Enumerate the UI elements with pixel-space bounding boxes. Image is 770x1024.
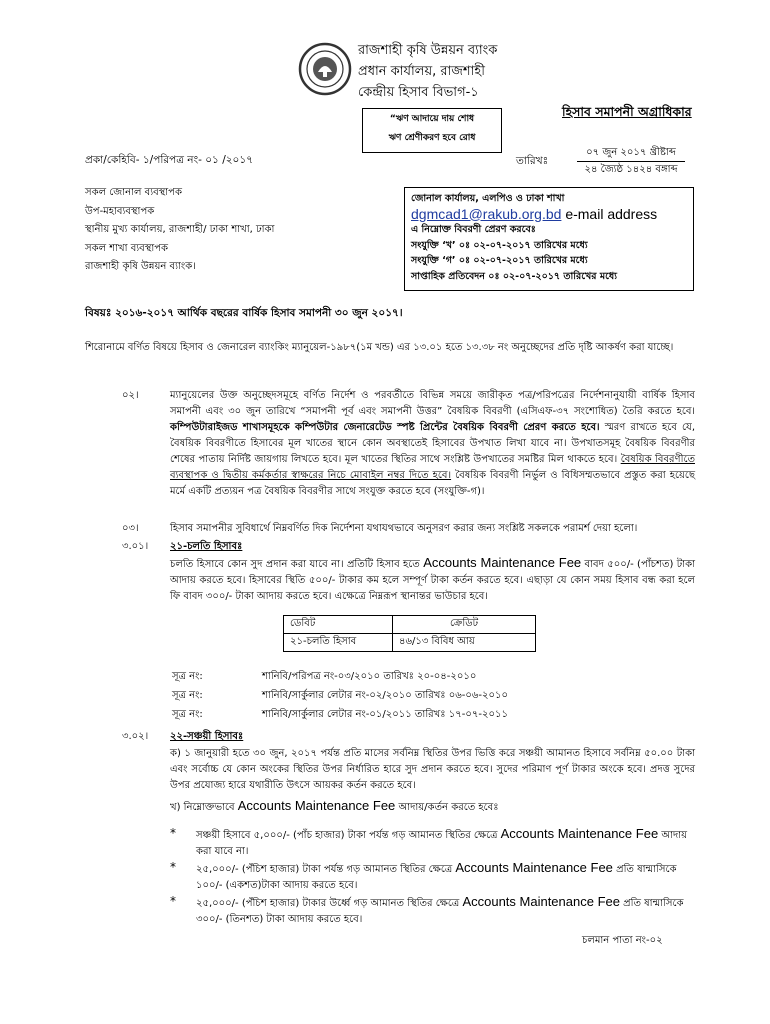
notice-line-3: এ নিম্নোক্ত বিবরণী প্রেরণ করবেঃ (411, 224, 536, 235)
slogan-line-1: “ঋণ আদায়ে দায় শোধ (389, 114, 475, 124)
subsection-title: ২১-চলতি হিসাবঃ (170, 541, 243, 552)
date-bangla: ২৪ জ্যৈষ্ঠ ১৪২৪ বঙ্গাব্দ (584, 164, 678, 175)
email-link[interactable]: dgmcad1@rakub.org.bd (411, 205, 562, 222)
date-block (577, 145, 685, 178)
reference-label: সূত্র নং: (172, 671, 203, 682)
notice-line-6: সাপ্তাহিক প্রতিবেদন ০ঃ ০২-০৭-২০১৭ তারিখের মধ্যে (411, 270, 617, 282)
credit-value: ৪৬/১৩ বিবিধ আয় (393, 634, 536, 652)
subsection-3-02-para-a: ক) ১ জানুয়ারী হতে ৩০ জুন, ২০১৭ পর্যন্ত প্রতি মাসের সর্বনিম্ন স্থিতির উপর ভিত্তি করে সঞ্চয়ী আমানত হিসাবে সর্বনিম্ন ৫০.০০ টাকা এবং সর্বোচ্চ যে কোন অংকের স্থিতির উপর নির্ধারিত হারে সুদ প্রদান করতে হবে। সুদের পরিমাণ পূর্ণ টাকার অংকে হবে। প্রদত্ত সুদের উপর প্রযোজ্য হারে যথারীতি উৎসে আয়কর কর্তন করতে হবে। (170, 748, 695, 791)
subsection-number: ৩.০২। (122, 731, 149, 742)
notice-line-1: জোনাল কার্যালয়, এলপিও ও ঢাকা শাখা (411, 193, 565, 204)
bullet-text (196, 894, 696, 928)
reference-label: সূত্র নং: (172, 709, 203, 720)
division-name: কেন্দ্রীয় হিসাব বিভাগ-১ (358, 85, 479, 100)
bullet-marker: * (170, 894, 176, 908)
recipient-line: সকল জোনাল ব্যবস্থাপক (85, 187, 182, 198)
subsection-3-01-text (170, 555, 695, 605)
slogan-line-2: ঋণ শ্রেণীকরণ হবে রোধ (388, 133, 476, 143)
section-number: ০২। (122, 390, 139, 401)
notice-box (404, 187, 694, 291)
voucher-table (283, 615, 536, 652)
recipient-list (85, 184, 274, 277)
text-run: সঞ্চয়ী হিসাবে ৫,০০০/- (পাঁচ হাজার) টাকা পর্যন্ত গড় আমানত স্থিতির ক্ষেত্রে (196, 830, 501, 841)
english-term: Accounts Maintenance Fee (237, 798, 396, 813)
reference-value: শানিবি/পরিপত্র নং-০৩/২০১০ তারিখঃ ২০-০৪-২০১০ (262, 671, 477, 682)
bullet-marker: * (170, 826, 176, 840)
reference-number: প্রকা/কেহিবি- ১/পরিপত্র নং- ০১ /২০১৭ (85, 154, 254, 166)
text-run: আদায়/কর্তন করতে হবেঃ (395, 802, 499, 813)
text-run: আদায় করা যাবে না। (196, 830, 688, 857)
text-run: ২৫,০০০/- (পঁচিশ হাজার) টাকা পর্যন্ত গড় আমানত স্থিতির ক্ষেত্রে (196, 864, 456, 875)
credit-header: ক্রেডিট (393, 616, 536, 634)
english-term: Accounts Maintenance Fee (462, 894, 620, 909)
recipient-line: সকল শাখা ব্যবস্থাপক (85, 242, 169, 254)
bullet-marker: * (170, 860, 176, 874)
letterhead (358, 40, 497, 103)
reference-row (172, 706, 508, 723)
reference-list (170, 666, 510, 725)
english-term: Accounts Maintenance Fee (455, 860, 613, 875)
section-2-bold: কম্পিউটারাইজড শাখাসমূহকে কম্পিউটার জেনারেটেড স্পষ্ট প্রিন্টের বৈষয়িক বিবরণী প্রেরণ করতে হবে। (170, 422, 600, 433)
bullet-text (196, 860, 696, 894)
reference-value: শানিবি/সার্কুলার লেটার নং-০২/২০১০ তারিখঃ ০৬-০৬-২০১০ (262, 690, 508, 701)
text-run: প্রতি ষান্মাসিকে ৩০০/- (তিনশত) টাকা আদায় করতে হবে। (196, 898, 684, 925)
section-number: ০৩। (122, 523, 139, 534)
english-term: Accounts Maintenance Fee (423, 555, 582, 570)
section-2-paragraph (170, 388, 695, 500)
recipient-line: রাজশাহী কৃষি উন্নয়ন ব্যাংক। (85, 261, 196, 273)
email-line (411, 207, 687, 223)
section-2-text: বৈষয়িক বিবরণী নির্ভুল ও বিধিসম্মতভাবে প্রস্তুত করা হয়েছে মর্মে একটি প্রত্যয়ন পত্র বৈষয়িক বিবরণীর সাথে সংযুক্ত করতে হবে (সংযুক্তি-গ)। (170, 470, 695, 497)
subsection-number: ৩.০১। (122, 541, 149, 552)
continued-page-note: চলমান পাতা নং-০২ (582, 935, 663, 946)
intro-paragraph: শিরোনামে বর্ণিত বিষয়ে হিসাব ও জেনারেল ব্যাংকিং ম্যানুয়েল-১৯৮৭(১ম খন্ড) এর ১৩.০১ হতে ১৩.৩৮ নং অনুচ্ছেদের প্রতি দৃষ্টি আকর্ষণ করা যাচ্ছে। (85, 342, 674, 353)
notice-line-4: সংযুক্তি ‘খ’ ০ঃ ০২-০৭-২০১৭ তারিখের মধ্যে (411, 239, 588, 251)
slogan-box (362, 108, 502, 153)
reference-label: সূত্র নং: (172, 690, 203, 701)
priority-label: হিসাব সমাপনী অগ্রাধিকার (562, 104, 692, 119)
english-term: Accounts Maintenance Fee (500, 826, 659, 841)
text-run: খ) নিম্নোক্তভাবে (170, 802, 238, 813)
text-run: প্রতি ষান্মাসিকে ১০০/- (একশত)টাকা আদায় করতে হবে। (196, 864, 677, 891)
table-row (284, 616, 536, 634)
reference-value: শানিবি/সার্কুলার লেটার নং-০১/২০১১ তারিখঃ ১৭-০৭-২০১১ (262, 709, 508, 720)
office-name: প্রধান কার্যালয়, রাজশাহী (358, 64, 485, 79)
bank-seal-icon (298, 42, 352, 96)
table-row (284, 634, 536, 652)
debit-value: ২১-চলতি হিসাব (284, 634, 393, 652)
notice-line-5: সংযুক্তি ‘গ’ ০ঃ ০২-০৭-২০১৭ তারিখের মধ্যে (411, 255, 588, 266)
text-run: বাবদ ৫০০/- (পাঁচশত) টাকা আদায় করতে হবে। হিসাবের স্থিতি ৫০০/- টাকার কম হলে সম্পূর্ণ টাকা কর্তন করতে হবে। এছাড়া যে কোন সময় হিসাব বন্ধ করা হলে ফি বাবদ ৩০০/- টাকা আদায় করতে হবে। এক্ষেত্রে নিম্নরূপ স্থানান্তর ভাউচার হবে। (170, 559, 695, 602)
recipient-line: উপ-মহাব্যবস্থাপক (85, 205, 155, 217)
section-2-text: ম্যানুয়েলের উক্ত অনুচ্ছেদসমূহে বর্ণিত নির্দেশ ও পরবর্তীতে বিভিন্ন সময়ে জারীকৃত পত্র/পরিপত্রের নির্দেশনানুযায়ী বার্ষিক হিসাব সমাপনী এবং ৩০ জুন তারিখে “সমাপনী পূর্ব এবং সমাপনী উত্তর” বৈষয়িক বিবরণী (এসিএফ-৩৭ সংশোধিত) তৈরি করতে হবে। (170, 390, 695, 417)
bullet-text (196, 826, 696, 860)
subsection-3-02-para-b (170, 798, 695, 816)
org-name: রাজশাহী কৃষি উন্নয়ন ব্যাংক (358, 43, 498, 58)
recipient-line: স্থানীয় মুখ্য কার্যালয়, রাজশাহী/ ঢাকা শাখা, ঢাকা (85, 224, 275, 236)
section-2-underline: বৈষয়িক বিবরণীতে ব্যবস্থাপক ও দ্বিতীয় কর্মকর্তার স্বাক্ষরের নিচে মোবাইল নম্বর দিতে হবে। (170, 454, 695, 481)
text-run: চলতি হিসাবে কোন সুদ প্রদান করা যাবে না। প্রতিটি হিসাব হতে (170, 559, 424, 570)
section-3-text: হিসাব সমাপনীর সুবিধার্থে নিম্নবর্ণিত দিক নির্দেশনা যথাযথভাবে অনুসরণ করার জন্য সংশ্লিষ্ট সকলকে পরামর্শ দেয়া হলো। (170, 523, 638, 534)
email-label: e-mail address (565, 205, 658, 222)
reference-row (172, 687, 508, 704)
section-2-text: স্মরণ রাখতে হবে যে, বৈষয়িক বিবরণীতে হিসাবের মূল খাতের স্থানে কোন অবস্থাতেই হিসাবের উপখাত লিখা যাবে না। উপখাতসমূহ বৈষয়িক বিবরণীর শেষের পাতায় নির্দিষ্ট জায়গায় লিখতে হবে। মূল খাতের স্থিতির সাথে সংশ্লিষ্ট উপখাতের সমষ্টির মিল থাকতে হবে। (170, 422, 695, 465)
text-run: ২৫,০০০/- (পঁচিশ হাজার) টাকার উর্ধ্বে গড় আমানত স্থিতির ক্ষেত্রে (196, 898, 463, 909)
date-label: তারিখঃ (516, 155, 549, 167)
reference-row (172, 668, 508, 685)
date-gregorian: ০৭ জুন ২০১৭ খ্রীষ্টাব্দ (577, 145, 685, 162)
subsection-title: ২২-সঞ্চয়ী হিসাবঃ (170, 731, 244, 742)
subject-line: বিষয়ঃ ২০১৬-২০১৭ আর্থিক বছরের বার্ষিক হিসাব সমাপনী ৩০ জুন ২০১৭। (85, 307, 403, 319)
debit-header: ডেবিট (284, 616, 393, 634)
